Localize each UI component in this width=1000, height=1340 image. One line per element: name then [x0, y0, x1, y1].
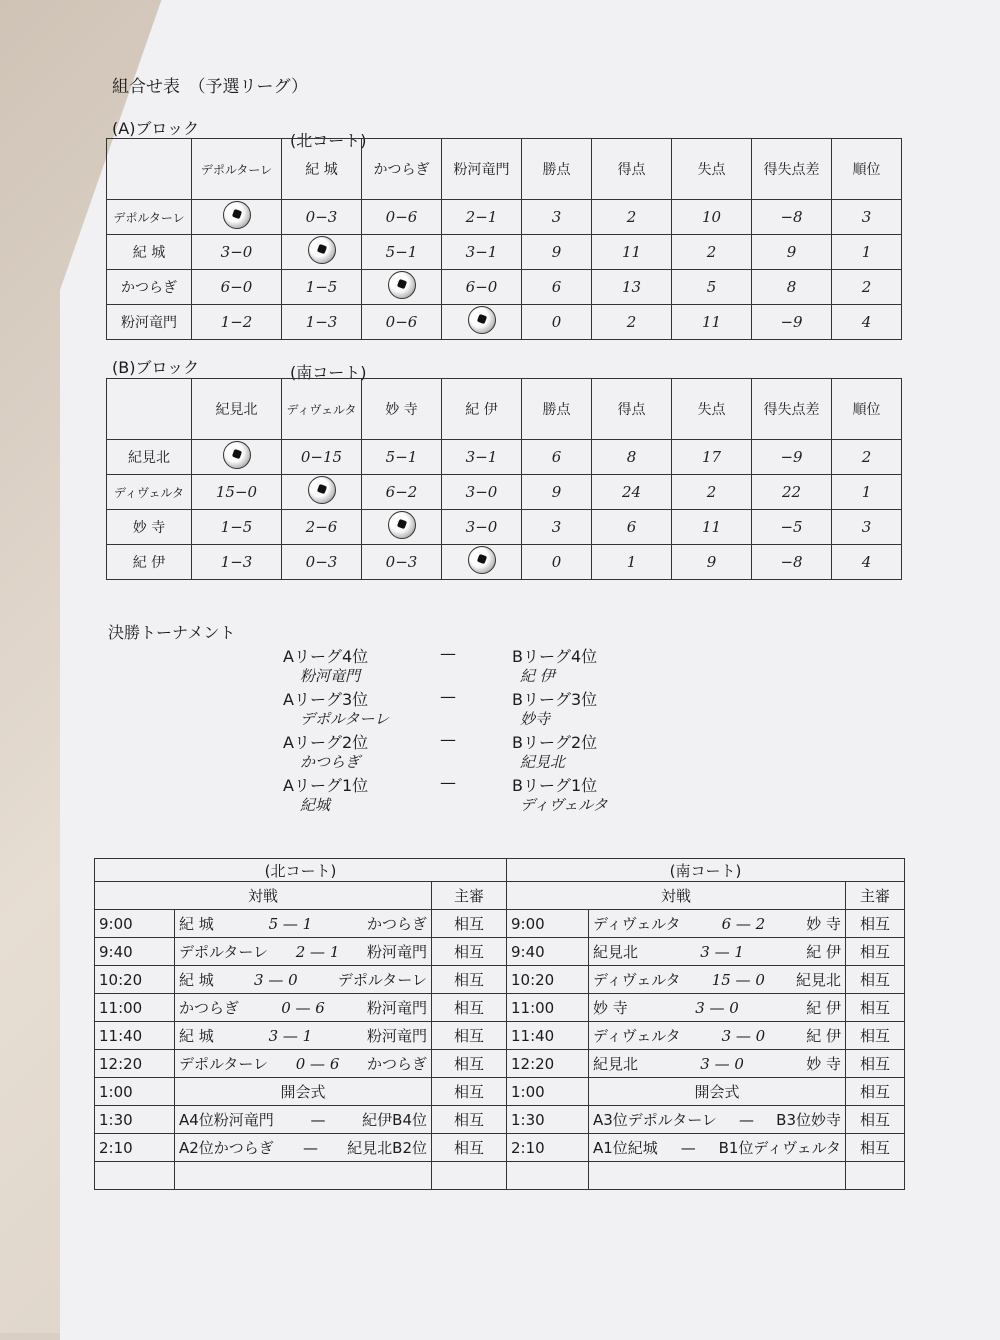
block-b-rank: 2 [832, 440, 902, 475]
north-home-team: 紀 城 [179, 1027, 214, 1045]
south-referee: 相互 [846, 1134, 905, 1162]
south-away-team: 妙 寺 [806, 1055, 841, 1073]
block-b-col-header: 妙 寺 [362, 379, 442, 440]
south-opening-ceremony: 開会式 [589, 1078, 846, 1106]
south-score: 3 — 0 [700, 1054, 744, 1073]
south-time: 2:10 [507, 1134, 589, 1162]
north-final-left: A2位かつらぎ [179, 1139, 274, 1157]
south-time: 9:40 [507, 938, 589, 966]
block-a-row-team: かつらぎ [107, 270, 192, 305]
south-referee: 相互 [846, 1078, 905, 1106]
block-b-col-header: 紀見北 [192, 379, 282, 440]
block-a-match-result: 3−0 [192, 235, 282, 270]
block-a-row-team: 粉河竜門 [107, 305, 192, 340]
soccer-ball-icon [223, 441, 251, 469]
north-time: 9:40 [95, 938, 175, 966]
block-b-rank: 1 [832, 475, 902, 510]
block-b-ga: 9 [672, 545, 752, 580]
block-b-match-result: 1−5 [192, 510, 282, 545]
block-a-match-result: 0−3 [282, 200, 362, 235]
block-a-row-team: 紀 城 [107, 235, 192, 270]
north-final-dash: — [302, 1138, 318, 1157]
block-a-corner-cell [107, 139, 192, 200]
north-referee-header: 主審 [432, 882, 507, 910]
south-match [589, 966, 846, 994]
south-referee: 相互 [846, 1106, 905, 1134]
south-home-team: 紀見北 [593, 943, 639, 961]
block-a-match-result: 1−2 [192, 305, 282, 340]
north-match [175, 910, 432, 938]
south-final-dash: — [680, 1138, 696, 1157]
north-final-right: 紀見北B2位 [347, 1139, 427, 1157]
block-a-table [106, 138, 902, 340]
block-b-pts: 0 [522, 545, 592, 580]
block-b-self-cell [362, 510, 442, 545]
north-referee: 相互 [432, 910, 507, 938]
north-referee: 相互 [432, 1078, 507, 1106]
south-time: 1:30 [507, 1106, 589, 1134]
block-b-row-team: 妙 寺 [107, 510, 192, 545]
south-referee: 相互 [846, 910, 905, 938]
soccer-ball-icon [468, 546, 496, 574]
tournament-left-team: かつらぎ [300, 753, 361, 771]
south-match [589, 1022, 846, 1050]
block-b-match-result: 3−0 [442, 510, 522, 545]
tournament-dash: — [440, 773, 456, 792]
north-referee: 相互 [432, 966, 507, 994]
north-score: 3 — 1 [268, 1026, 313, 1045]
north-away-team: 粉河竜門 [366, 999, 427, 1017]
north-score: 2 — 1 [295, 942, 340, 961]
block-b-match-result: 0−3 [282, 545, 362, 580]
north-time: 11:00 [95, 994, 175, 1022]
block-b-gd: −9 [752, 440, 832, 475]
block-b-rank: 3 [832, 510, 902, 545]
south-time: 12:20 [507, 1050, 589, 1078]
block-a-pts: 3 [522, 200, 592, 235]
block-b-col-header: 順位 [832, 379, 902, 440]
tournament-left-team: 紀城 [300, 796, 331, 814]
south-score: 3 — 1 [700, 942, 744, 961]
block-a-match-result: 1−3 [282, 305, 362, 340]
north-home-team: かつらぎ [179, 999, 240, 1017]
north-court-header: (北コート) [95, 859, 507, 882]
block-b-pts: 6 [522, 440, 592, 475]
block-b-gd: 22 [752, 475, 832, 510]
south-final-left: A1位紀城 [593, 1139, 658, 1157]
south-time: 11:40 [507, 1022, 589, 1050]
empty-cell [846, 1162, 905, 1190]
north-match [175, 966, 432, 994]
block-b-pts: 3 [522, 510, 592, 545]
block-a-ga: 2 [672, 235, 752, 270]
tournament-right-team: 紀 伊 [520, 667, 555, 685]
south-time: 11:00 [507, 994, 589, 1022]
north-referee: 相互 [432, 1050, 507, 1078]
north-time: 10:20 [95, 966, 175, 994]
tournament-left-slot: Aリーグ4位 [283, 647, 369, 666]
block-a-pts: 6 [522, 270, 592, 305]
block-b-gd: −8 [752, 545, 832, 580]
south-final-right: B3位妙寺 [776, 1111, 841, 1129]
block-a-col-header: 順位 [832, 139, 902, 200]
south-final-match [589, 1134, 846, 1162]
north-final-match [175, 1134, 432, 1162]
block-a-self-cell [192, 200, 282, 235]
block-b-gf: 6 [592, 510, 672, 545]
south-score: 3 — 0 [721, 1026, 766, 1045]
block-a-gf: 13 [592, 270, 672, 305]
block-a-ga: 11 [672, 305, 752, 340]
block-b-ga: 17 [672, 440, 752, 475]
empty-cell [507, 1162, 589, 1190]
soccer-ball-icon [308, 476, 336, 504]
tournament-left-slot: Aリーグ1位 [283, 776, 369, 795]
block-a-pts: 9 [522, 235, 592, 270]
block-b-match-result: 2−6 [282, 510, 362, 545]
south-match [589, 938, 846, 966]
tournament-left-team: デポルターレ [300, 710, 390, 728]
block-b-label: (B)ブロック [112, 358, 200, 377]
south-home-team: 紀見北 [593, 1055, 639, 1073]
north-home-team: デポルターレ [179, 1055, 269, 1073]
block-a-gf: 11 [592, 235, 672, 270]
block-a-rank: 2 [832, 270, 902, 305]
block-b-row-team: 紀 伊 [107, 545, 192, 580]
north-score: 0 — 6 [281, 998, 325, 1017]
south-score: 3 — 0 [695, 998, 739, 1017]
north-referee: 相互 [432, 1134, 507, 1162]
block-a-gf: 2 [592, 200, 672, 235]
south-match [589, 910, 846, 938]
block-b-pts: 9 [522, 475, 592, 510]
block-b-col-header: 勝点 [522, 379, 592, 440]
block-b-gf: 8 [592, 440, 672, 475]
north-time: 12:20 [95, 1050, 175, 1078]
tournament-left-team: 粉河竜門 [300, 667, 361, 685]
north-final-right: 紀伊B4位 [362, 1111, 427, 1129]
south-home-team: 妙 寺 [593, 999, 628, 1017]
north-score: 0 — 6 [295, 1054, 340, 1073]
block-a-col-header: 紀 城 [282, 139, 362, 200]
south-referee: 相互 [846, 1022, 905, 1050]
north-time: 1:00 [95, 1078, 175, 1106]
empty-cell [432, 1162, 507, 1190]
north-score: 5 — 1 [268, 914, 313, 933]
block-b-col-header: 得失点差 [752, 379, 832, 440]
north-match [175, 1022, 432, 1050]
empty-cell [589, 1162, 846, 1190]
north-match [175, 1050, 432, 1078]
south-home-team: ディヴェルタ [593, 971, 681, 989]
block-b-col-header: ディヴェルタ [282, 379, 362, 440]
south-time: 9:00 [507, 910, 589, 938]
tournament-left-slot: Aリーグ3位 [283, 690, 369, 709]
south-away-team: 紀 伊 [806, 999, 841, 1017]
empty-cell [95, 1162, 175, 1190]
south-match-header: 対戦 [507, 882, 846, 910]
tournament-right-team: 紀見北 [520, 753, 566, 771]
soccer-ball-icon [388, 511, 416, 539]
south-away-team: 紀見北 [795, 971, 841, 989]
block-b-ga: 2 [672, 475, 752, 510]
block-b-rank: 4 [832, 545, 902, 580]
tournament-dash: — [440, 687, 456, 706]
block-b-row-team: 紀見北 [107, 440, 192, 475]
page-title: 組合せ表 （予選リーグ） [112, 77, 309, 97]
block-a-col-header: 失点 [672, 139, 752, 200]
block-a-row-team: デポルターレ [107, 200, 192, 235]
north-time: 1:30 [95, 1106, 175, 1134]
tournament-dash: — [440, 644, 456, 663]
block-a-self-cell [442, 305, 522, 340]
north-home-team: 紀 城 [179, 971, 214, 989]
block-a-label: (A)ブロック [112, 119, 200, 138]
north-final-left: A4位粉河竜門 [179, 1111, 274, 1129]
north-home-team: デポルターレ [179, 943, 269, 961]
soccer-ball-icon [308, 236, 336, 264]
block-b-match-result: 1−3 [192, 545, 282, 580]
tournament-dash: — [440, 730, 456, 749]
south-final-left: A3位デポルターレ [593, 1111, 717, 1129]
tournament-right-slot: Bリーグ2位 [512, 733, 598, 752]
block-a-match-result: 0−6 [362, 200, 442, 235]
north-referee: 相互 [432, 938, 507, 966]
north-time: 9:00 [95, 910, 175, 938]
block-b-match-result: 3−1 [442, 440, 522, 475]
block-a-col-header: 勝点 [522, 139, 592, 200]
block-a-rank: 4 [832, 305, 902, 340]
block-a-rank: 3 [832, 200, 902, 235]
north-referee: 相互 [432, 1106, 507, 1134]
block-b-self-cell [282, 475, 362, 510]
south-time: 1:00 [507, 1078, 589, 1106]
south-match [589, 1050, 846, 1078]
north-match [175, 994, 432, 1022]
block-b-self-cell [192, 440, 282, 475]
block-a-match-result: 5−1 [362, 235, 442, 270]
block-a-match-result: 2−1 [442, 200, 522, 235]
block-a-rank: 1 [832, 235, 902, 270]
south-referee: 相互 [846, 938, 905, 966]
block-b-match-result: 3−0 [442, 475, 522, 510]
north-referee: 相互 [432, 994, 507, 1022]
south-score: 6 — 2 [721, 914, 766, 933]
south-referee: 相互 [846, 966, 905, 994]
block-a-match-result: 6−0 [442, 270, 522, 305]
south-score: 15 — 0 [711, 970, 765, 989]
south-final-dash: — [739, 1110, 755, 1129]
block-a-ga: 10 [672, 200, 752, 235]
tournament-right-slot: Bリーグ4位 [512, 647, 598, 666]
block-b-ga: 11 [672, 510, 752, 545]
block-a-gf: 2 [592, 305, 672, 340]
soccer-ball-icon [388, 271, 416, 299]
block-b-court: (南コート) [290, 363, 367, 382]
north-away-team: 粉河竜門 [366, 1027, 427, 1045]
tournament-right-slot: Bリーグ3位 [512, 690, 598, 709]
block-a-col-header: 得点 [592, 139, 672, 200]
block-a-pts: 0 [522, 305, 592, 340]
schedule-table [94, 858, 905, 1190]
tournament-left-slot: Aリーグ2位 [283, 733, 369, 752]
tournament-right-slot: Bリーグ1位 [512, 776, 598, 795]
north-final-match [175, 1106, 432, 1134]
block-a-match-result: 6−0 [192, 270, 282, 305]
south-final-match [589, 1106, 846, 1134]
north-home-team: 紀 城 [179, 915, 214, 933]
north-time: 11:40 [95, 1022, 175, 1050]
north-away-team: かつらぎ [366, 915, 427, 933]
block-a-match-result: 0−6 [362, 305, 442, 340]
block-a-self-cell [362, 270, 442, 305]
block-b-row-team: ディヴェルタ [107, 475, 192, 510]
south-away-team: 妙 寺 [806, 915, 841, 933]
block-a-gd: −9 [752, 305, 832, 340]
tournament-right-team: ディヴェルタ [520, 796, 608, 814]
block-b-gd: −5 [752, 510, 832, 545]
block-b-gf: 1 [592, 545, 672, 580]
block-b-col-header: 紀 伊 [442, 379, 522, 440]
block-a-court: (北コート) [290, 131, 367, 150]
block-b-col-header: 得点 [592, 379, 672, 440]
block-a-col-header: 粉河竜門 [442, 139, 522, 200]
block-b-match-result: 6−2 [362, 475, 442, 510]
south-away-team: 紀 伊 [806, 1027, 841, 1045]
block-a-gd: 9 [752, 235, 832, 270]
north-match [175, 938, 432, 966]
north-away-team: 粉河竜門 [366, 943, 427, 961]
block-a-match-result: 1−5 [282, 270, 362, 305]
north-time: 2:10 [95, 1134, 175, 1162]
block-a-gd: 8 [752, 270, 832, 305]
block-b-match-result: 0−3 [362, 545, 442, 580]
empty-cell [175, 1162, 432, 1190]
south-time: 10:20 [507, 966, 589, 994]
north-away-team: デポルターレ [337, 971, 427, 989]
south-court-header: (南コート) [507, 859, 905, 882]
tournament-right-team: 妙寺 [520, 710, 551, 728]
north-score: 3 — 0 [254, 970, 298, 989]
block-a-match-result: 3−1 [442, 235, 522, 270]
block-b-match-result: 0−15 [282, 440, 362, 475]
block-a-ga: 5 [672, 270, 752, 305]
block-b-corner-cell [107, 379, 192, 440]
north-final-dash: — [310, 1110, 326, 1129]
south-referee: 相互 [846, 994, 905, 1022]
south-home-team: ディヴェルタ [593, 915, 681, 933]
north-away-team: かつらぎ [366, 1055, 427, 1073]
block-b-table [106, 378, 902, 580]
soccer-ball-icon [468, 306, 496, 334]
block-b-match-result: 5−1 [362, 440, 442, 475]
block-a-self-cell [282, 235, 362, 270]
block-a-gd: −8 [752, 200, 832, 235]
block-b-col-header: 失点 [672, 379, 752, 440]
block-a-col-header: かつらぎ [362, 139, 442, 200]
soccer-ball-icon [223, 201, 251, 229]
tournament-title: 決勝トーナメント [108, 623, 236, 642]
south-home-team: ディヴェルタ [593, 1027, 681, 1045]
south-referee-header: 主審 [846, 882, 905, 910]
block-a-col-header: 得失点差 [752, 139, 832, 200]
block-a-col-header: デポルターレ [192, 139, 282, 200]
block-b-match-result: 15−0 [192, 475, 282, 510]
south-away-team: 紀 伊 [806, 943, 841, 961]
block-b-self-cell [442, 545, 522, 580]
north-referee: 相互 [432, 1022, 507, 1050]
block-b-gf: 24 [592, 475, 672, 510]
south-referee: 相互 [846, 1050, 905, 1078]
south-match [589, 994, 846, 1022]
north-match-header: 対戦 [95, 882, 432, 910]
south-final-right: B1位ディヴェルタ [718, 1139, 841, 1157]
north-opening-ceremony: 開会式 [175, 1078, 432, 1106]
